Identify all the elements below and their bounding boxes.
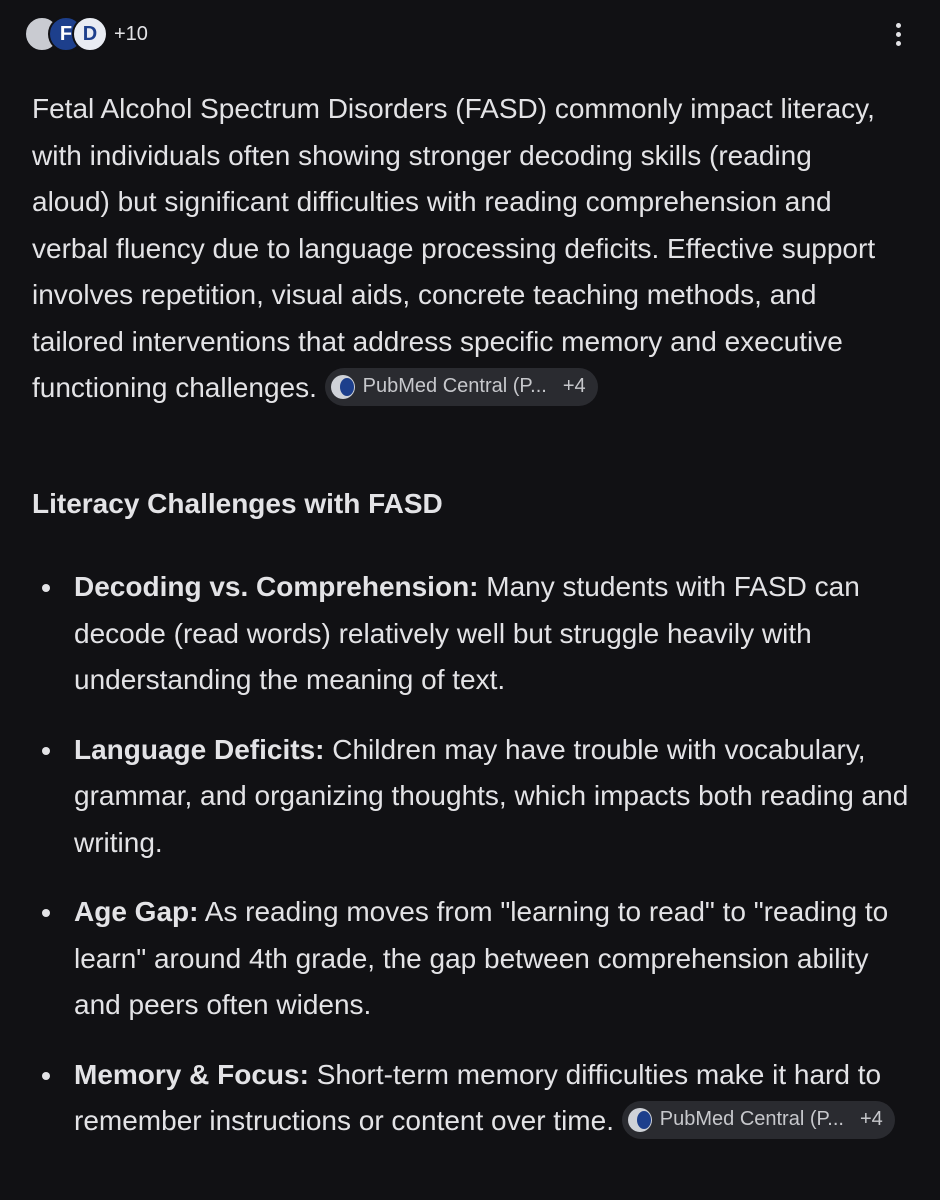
more-sources-count: +10 [114, 22, 148, 45]
citation-label: PubMed Central (P... [362, 375, 547, 398]
citation-chip[interactable] [622, 1101, 895, 1139]
item-text: As reading moves from "learning to read" to "reading to learn" around 4th grade, the gap between comprehension ability and peers often widens. [74, 896, 889, 1020]
section-title: Literacy Challenges with FASD [32, 488, 443, 519]
item-term: Decoding vs. Comprehension: [74, 571, 479, 602]
challenges-list [32, 564, 912, 1168]
list-item [32, 564, 912, 704]
menu-dot [896, 23, 901, 28]
list-item [32, 1052, 912, 1145]
source-favicon-f-icon: F [48, 16, 84, 52]
item-term: Language Deficits: [74, 733, 325, 765]
citation-chip[interactable] [325, 368, 598, 406]
citation-count: +4 [859, 1108, 883, 1131]
item-term: Memory & Focus: [74, 1058, 309, 1090]
menu-dot [896, 32, 901, 37]
item-text: Children may have trouble with vocabulary, grammar, and organizing thoughts, which impacts both reading and writing. [74, 733, 909, 858]
citation-label: PubMed Central (P... [659, 1108, 844, 1131]
menu-dot [896, 41, 901, 46]
intro-paragraph [32, 86, 892, 412]
list-item [32, 889, 912, 1029]
pubmed-favicon-icon [628, 1108, 652, 1132]
header [24, 12, 916, 56]
more-vert-icon[interactable] [880, 16, 916, 52]
item-text: Many students with FASD can decode (read words) relatively well but struggle heavily with understanding the meaning of text. [74, 571, 860, 695]
intro-text: Fetal Alcohol Spectrum Disorders (FASD) commonly impact literacy, with individuals often showing stronger decoding skills (reading aloud) but significant difficulties with reading comprehension and verbal fluency due to language processing deficits. Effective support involves repetition, visual aids, concrete teaching methods, and tailored interventions that address specific memory and executive functioning challenges. [32, 93, 876, 403]
list-item [32, 727, 912, 867]
sources-button[interactable] [24, 16, 148, 52]
item-term: Age Gap: [74, 896, 199, 927]
pubmed-favicon-icon [331, 375, 355, 399]
citation-count: +4 [562, 375, 586, 398]
source-favicon-d-icon: D [72, 16, 108, 52]
item-text: Short-term memory difficulties make it hard to remember instructions or content over time. [74, 1058, 882, 1136]
